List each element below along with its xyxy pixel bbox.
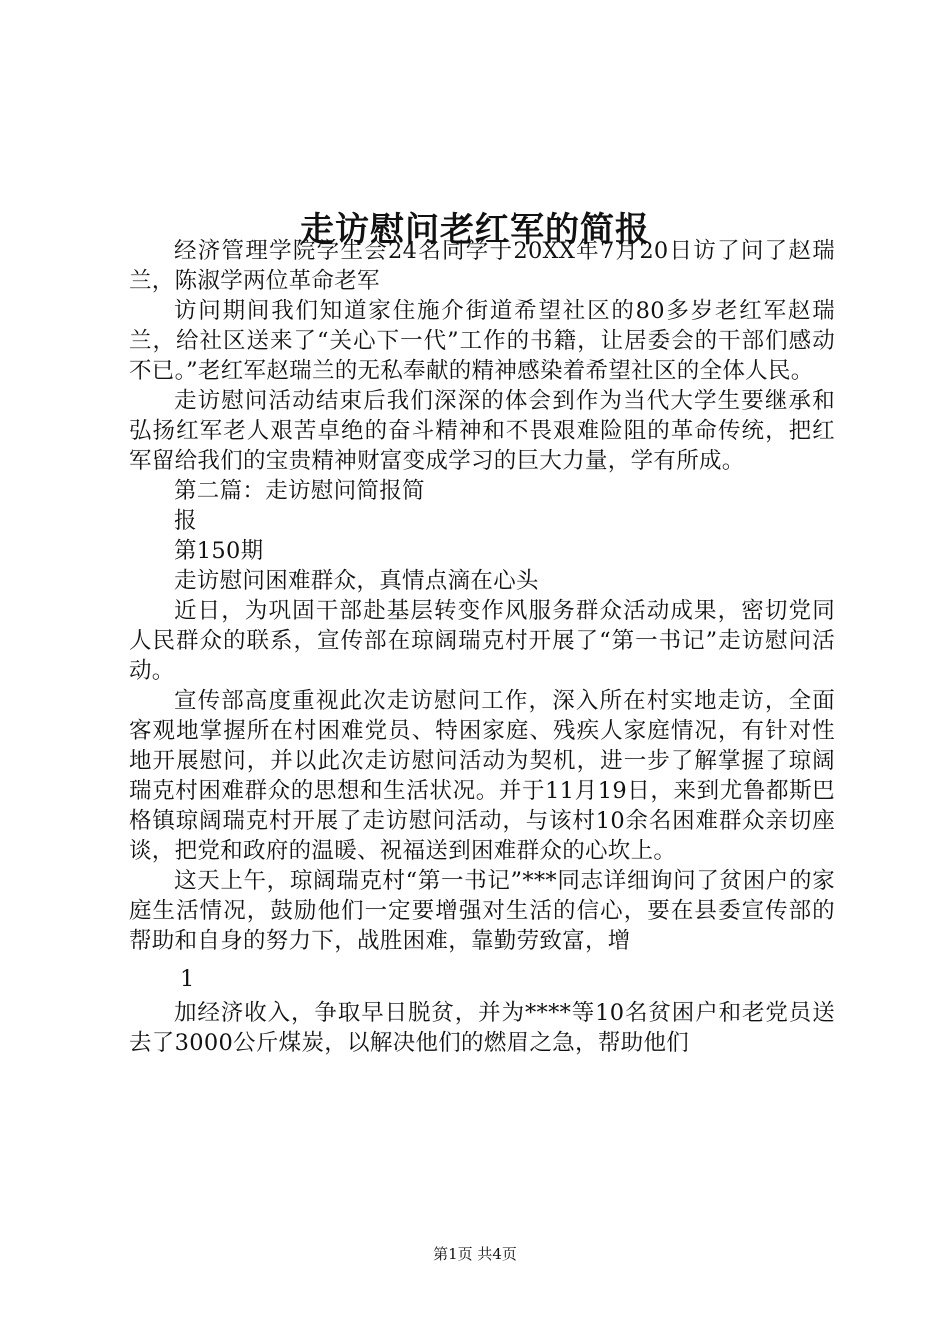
inline-page-number: 1 — [180, 966, 195, 992]
document-body — [129, 236, 835, 1058]
paragraph: 这天上午，琼阔瑞克村“第一书记”***同志详细询问了贫困户的家庭生活情况，鼓励他们一定要增强对生活的信心，要在县委宣传部的帮助和自身的努力下，战胜困难，靠勤劳致富，增 — [129, 868, 835, 954]
paragraph: 走访慰问活动结束后我们深深的体会到作为当代大学生要继承和弘扬红军老人艰苦卓绝的奋斗精神和不畏艰难险阻的革命传统，把红军留给我们的宝贵精神财富变成学习的巨大力量，学有所成。 — [129, 388, 835, 474]
document-title: 走访慰问老红军的简报 — [300, 209, 650, 250]
paragraph: 经济管理学院学生会24名同学于20XX年7月20日访了问了赵瑞兰，陈淑学两位革命老军 — [129, 238, 835, 294]
paragraph: 宣传部高度重视此次走访慰问工作，深入所在村实地走访，全面客观地掌握所在村困难党员、特困家庭、残疾人家庭情况，有针对性地开展慰问，并以此次走访慰问活动为契机，进一步了解掌握了琼阔瑞克村困难群众的思想和生活状况。并于11月19日，来到尤鲁都斯巴格镇琼阔瑞克村开展了走访慰问活动，与该村10余名困难群众亲切座谈，把党和政府的温暖、祝福送到困难群众的心坎上。 — [129, 688, 835, 864]
page-footer: 第1页 共4页 — [433, 1245, 517, 1263]
section-heading-continued: 报 — [174, 508, 197, 534]
section-heading: 第二篇：走访慰问简报简 — [174, 478, 425, 504]
paragraph: 加经济收入，争取早日脱贫，并为****等10名贫困户和老党员送去了3000公斤煤炭，以解决他们的燃眉之急，帮助他们 — [129, 1000, 835, 1056]
paragraph: 访问期间我们知道家住施介街道希望社区的80多岁老红军赵瑞兰，给社区送来了“关心下一代”工作的书籍，让居委会的干部们感动不已。”老红军赵瑞兰的无私奉献的精神感染着希望社区的全体人民。 — [129, 298, 835, 384]
issue-number: 第150期 — [174, 538, 264, 564]
paragraph: 近日，为巩固干部赴基层转变作风服务群众活动成果，密切党同人民群众的联系，宣传部在琼阔瑞克村开展了“第一书记”走访慰问活动。 — [129, 598, 835, 684]
article-headline: 走访慰问困难群众，真情点滴在心头 — [174, 568, 539, 594]
